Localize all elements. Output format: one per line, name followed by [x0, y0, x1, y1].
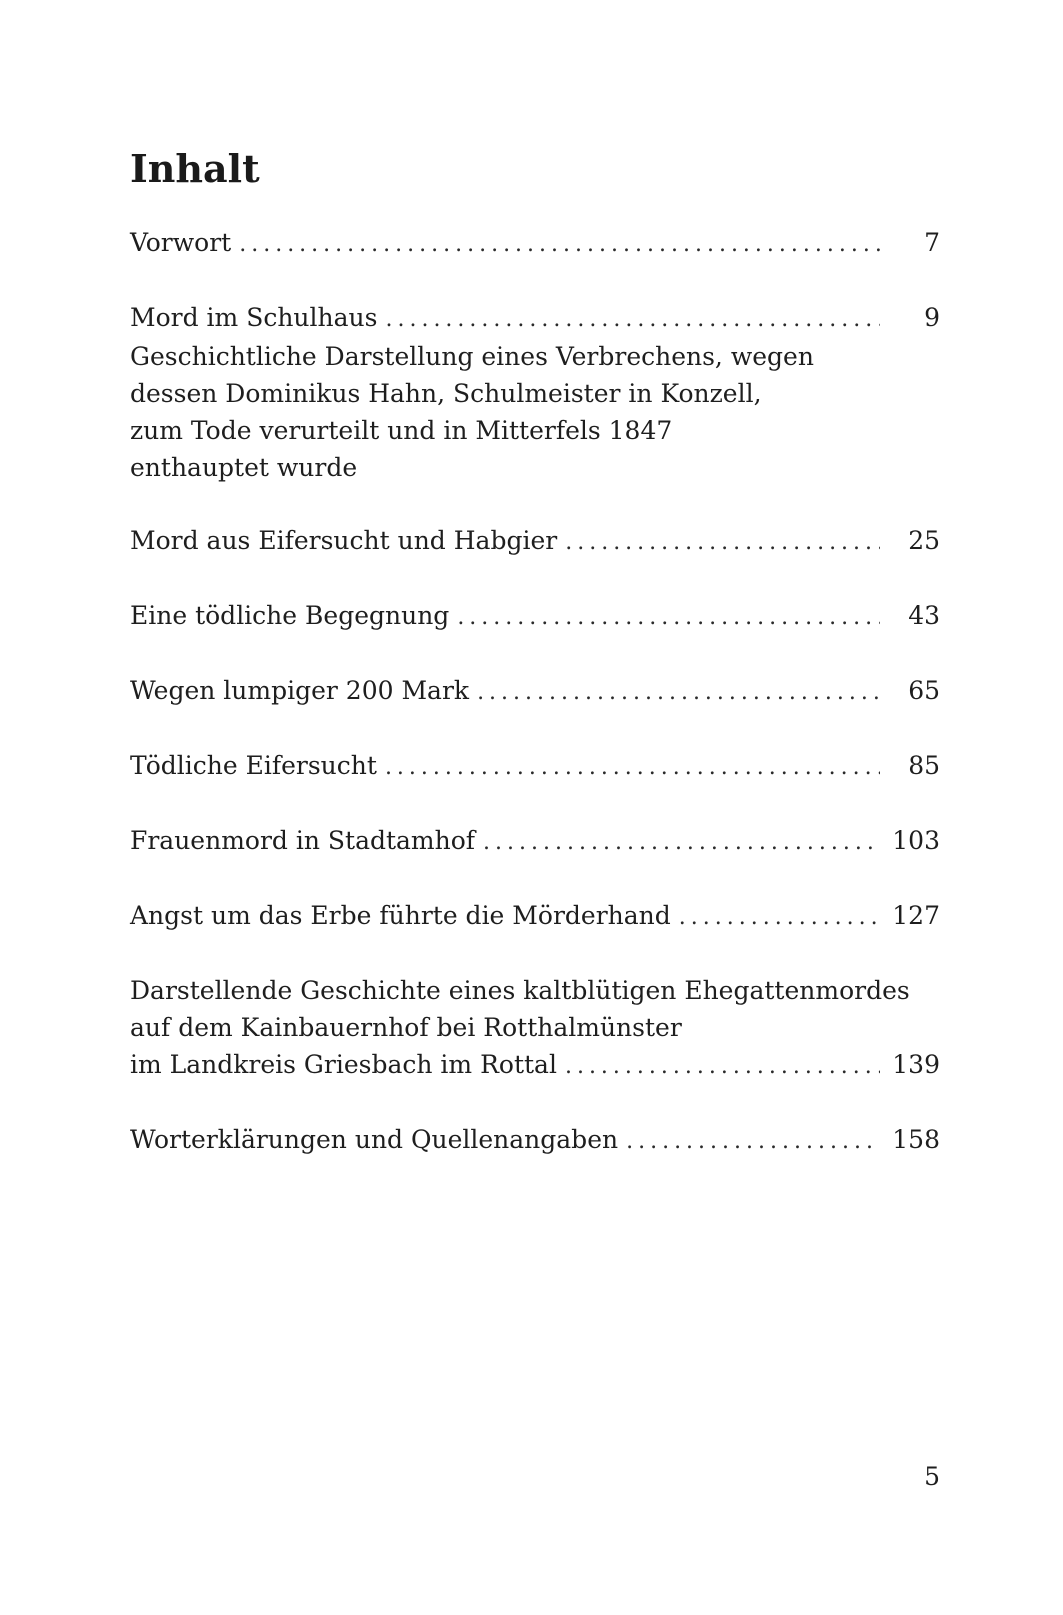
toc-entry-worterklaerungen — [130, 1121, 940, 1160]
table-of-contents — [130, 224, 940, 1196]
toc-entry-title: im Landkreis Griesbach im Rottal — [130, 1050, 557, 1079]
toc-entry-title: Angst um das Erbe führte die Mörderhand — [130, 901, 671, 930]
toc-entry-mord-aus-eifersucht — [130, 522, 940, 561]
toc-entry-toedliche-eifersucht — [130, 747, 940, 786]
dot-leader — [483, 824, 880, 861]
page-title: Inhalt — [130, 146, 260, 191]
dot-leader — [565, 524, 880, 561]
toc-entry-page: 127 — [892, 901, 940, 930]
dot-leader — [457, 599, 880, 636]
toc-entry-page: 103 — [892, 826, 940, 855]
toc-entry-angst-um-das-erbe — [130, 897, 940, 936]
dot-leader — [477, 674, 880, 711]
toc-entry-subtitle-line: zum Tode verurteilt und in Mitterfels 1847 — [130, 416, 673, 445]
toc-entry-subtitle-line: dessen Dominikus Hahn, Schulmeister in Konzell, — [130, 379, 762, 408]
dot-leader — [385, 749, 880, 786]
toc-entry-mord-im-schulhaus — [130, 299, 940, 486]
toc-entry-lead-line: Darstellende Geschichte eines kaltblütigen Ehegattenmordes — [130, 976, 910, 1005]
toc-entry-title: Worterklärungen und Quellenangaben — [130, 1125, 619, 1154]
toc-entry-title: Mord im Schulhaus — [130, 303, 378, 332]
toc-entry-title: Tödliche Eifersucht — [130, 751, 377, 780]
toc-entry-page: 9 — [924, 303, 940, 332]
toc-entry-page: 158 — [892, 1125, 940, 1154]
toc-entry-toedliche-begegnung — [130, 597, 940, 636]
toc-entry-page: 139 — [892, 1050, 940, 1079]
dot-leader — [385, 301, 880, 338]
page-number: 5 — [924, 1462, 940, 1491]
toc-entry-page: 65 — [908, 676, 940, 705]
dot-leader — [626, 1123, 880, 1160]
dot-leader — [679, 899, 880, 936]
toc-entry-lead-line: auf dem Kainbauernhof bei Rotthalmünster — [130, 1013, 682, 1042]
toc-entry-vorwort — [130, 224, 940, 263]
toc-entry-title: Eine tödliche Begegnung — [130, 601, 450, 630]
dot-leader — [565, 1048, 880, 1085]
toc-entry-page: 43 — [908, 601, 940, 630]
toc-entry-title: Vorwort — [130, 228, 232, 257]
toc-entry-lumpiger-200-mark — [130, 672, 940, 711]
dot-leader — [239, 226, 880, 263]
toc-entry-subtitle-line: enthauptet wurde — [130, 453, 358, 482]
toc-entry-page: 7 — [924, 228, 940, 257]
toc-entry-title: Wegen lumpiger 200 Mark — [130, 676, 470, 705]
toc-entry-ehegattenmord — [130, 972, 940, 1085]
toc-entry-title: Frauenmord in Stadtamhof — [130, 826, 476, 855]
toc-entry-title: Mord aus Eifersucht und Habgier — [130, 526, 558, 555]
toc-entry-subtitle-line: Geschichtliche Darstellung eines Verbrechens, wegen — [130, 342, 814, 371]
toc-entry-page: 25 — [908, 526, 940, 555]
toc-entry-page: 85 — [908, 751, 940, 780]
toc-entry-frauenmord — [130, 822, 940, 861]
